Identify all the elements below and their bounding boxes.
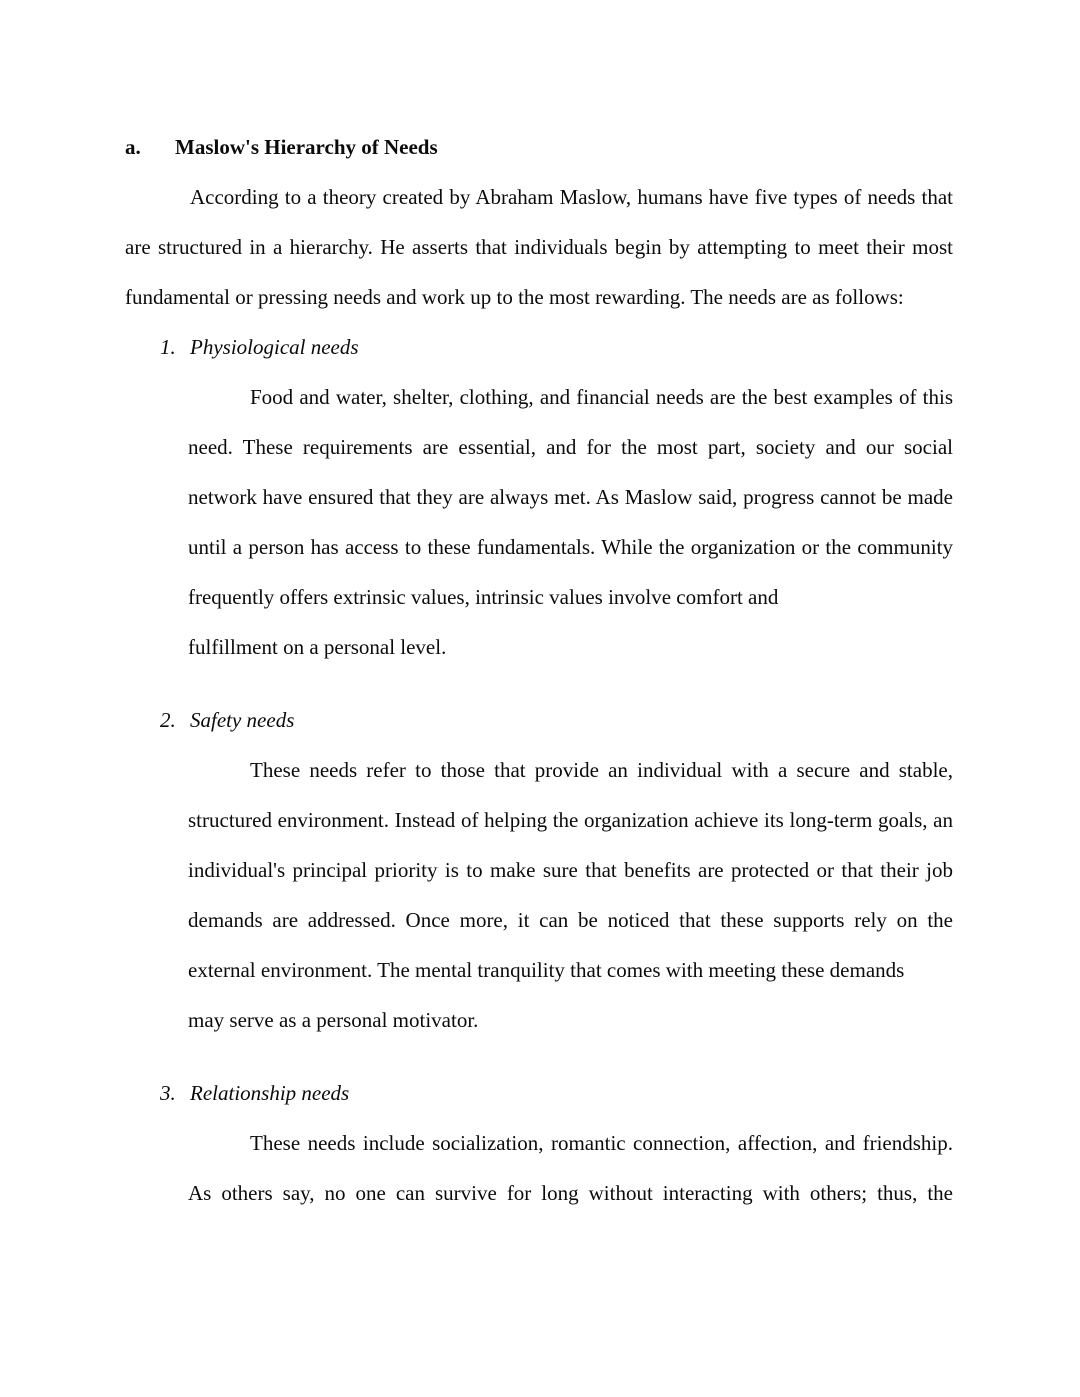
list-item-relationship (125, 1068, 953, 1218)
list-item-heading (125, 695, 953, 745)
heading-marker: a. (125, 135, 141, 159)
list-item-safety (125, 695, 953, 1045)
list-item-heading (125, 322, 953, 372)
list-number: 3. (160, 1081, 176, 1105)
heading-title: Maslow's Hierarchy of Needs (175, 135, 438, 159)
list-item-trailing-line: fulfillment on a personal level. (188, 635, 447, 659)
list-item-trailing-line: may serve as a personal motivator. (188, 1008, 479, 1032)
list-title: Safety needs (190, 708, 295, 732)
list-item-heading (125, 1068, 953, 1118)
list-item-body: These needs include socialization, romantic connection, affection, and friendship. As others say, no one can survive for long without interacting with others; thus, the (188, 1131, 953, 1205)
list-item-body: These needs refer to those that provide an individual with a secure and stable, structured environment. Instead of helping the organization achieve its long-term goals, an individual's principal priority is to make sure that benefits are protected or that their job demands are addressed. Once more, it can be noticed that these supports rely on the external environment. The mental tranquility that comes with meeting these demands (188, 758, 953, 982)
section-heading (125, 122, 953, 172)
intro-paragraph: According to a theory created by Abraham Maslow, humans have five types of needs that are structured in a hierarchy. He asserts that individuals begin by attempting to meet their most fundamental or pressing needs and work up to the most rewarding. The needs are as follows: (125, 185, 953, 309)
list-title: Relationship needs (190, 1081, 350, 1105)
list-number: 1. (160, 335, 176, 359)
list-item-physiological (125, 322, 953, 672)
list-item-body: Food and water, shelter, clothing, and financial needs are the best examples of this need. These requirements are essential, and for the most part, society and our social network have ensured that they are always met. As Maslow said, progress cannot be made until a person has access to these fundamentals. While the organization or the community frequently offers extrinsic values, intrinsic values involve comfort and (188, 385, 953, 609)
list-title: Physiological needs (190, 335, 359, 359)
list-number: 2. (160, 708, 176, 732)
